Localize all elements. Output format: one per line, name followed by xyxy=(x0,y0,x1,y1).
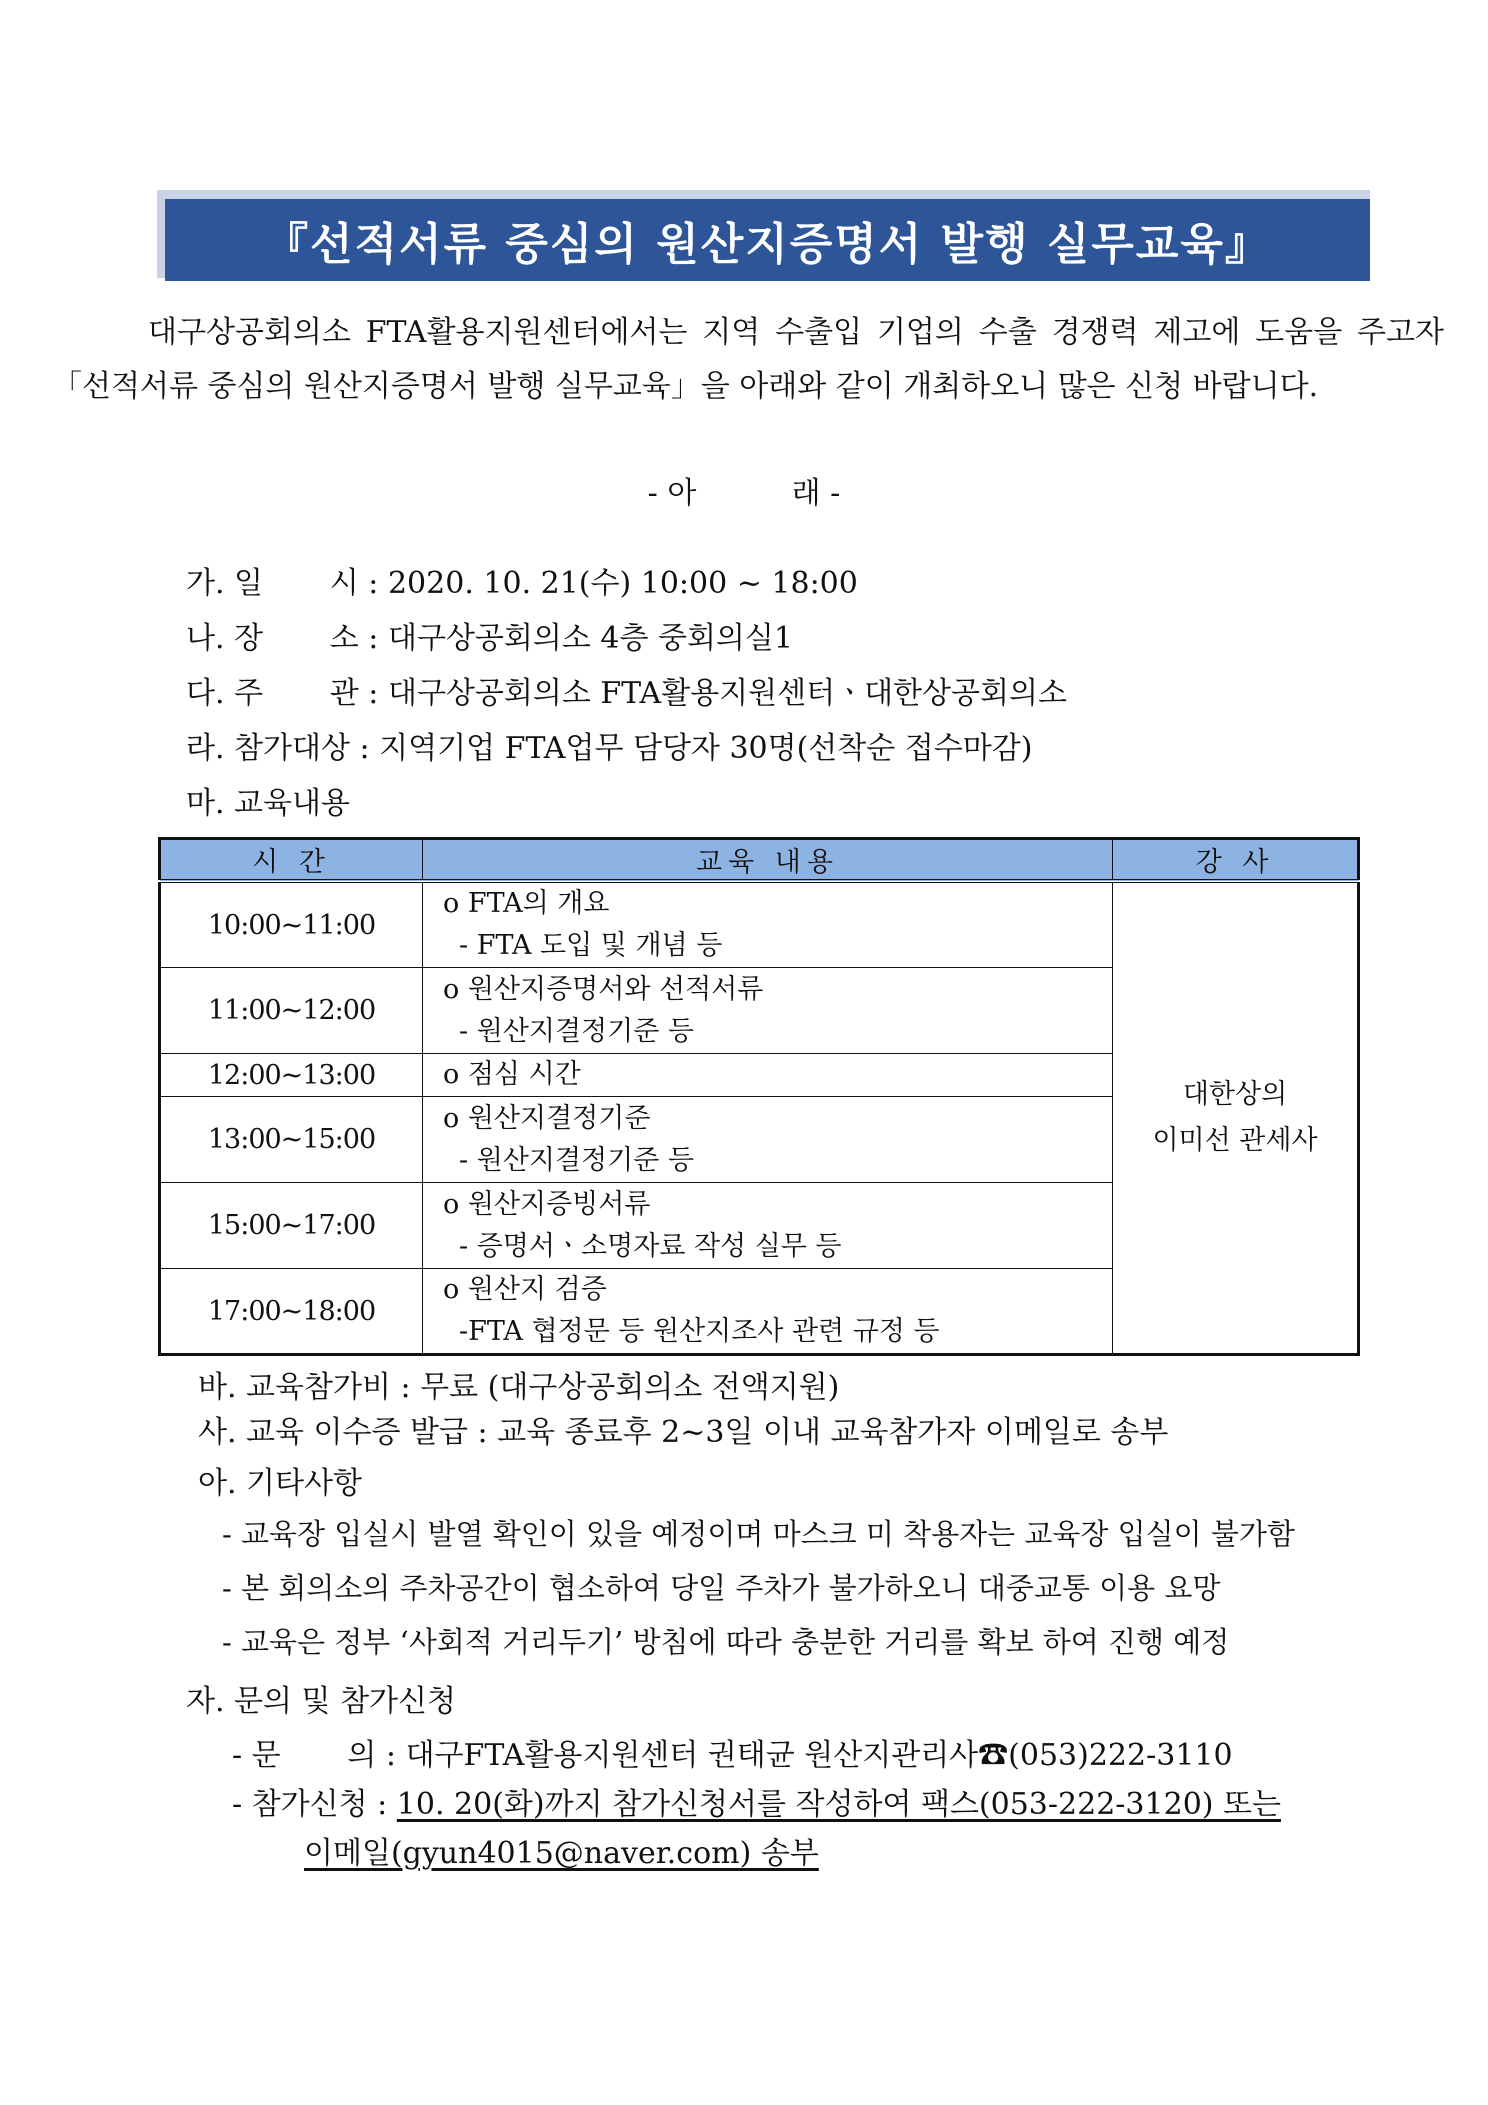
detail-date xyxy=(186,558,858,602)
detail-date-value: 2020. 10. 21(수) 10:00 ~ 18:00 xyxy=(387,566,858,601)
content-cell xyxy=(423,1097,1113,1183)
content-main: o 원산지증명서와 선적서류 xyxy=(443,973,764,1005)
content-sub: - 원산지결정기준 등 xyxy=(459,1144,694,1176)
content-main: o 원산지증빙서류 xyxy=(443,1188,651,1220)
detail-place xyxy=(186,613,793,657)
content-cell xyxy=(423,1269,1113,1355)
content-cell xyxy=(423,881,1113,968)
inquiry-value: 대구FTA활용지원센터 권태균 원산지관리사☎(053)222-3110 xyxy=(405,1738,1233,1773)
content-cell xyxy=(423,1054,1113,1097)
detail-place-label: 나. 장 소 : xyxy=(186,621,379,656)
lecturer-cell xyxy=(1113,881,1359,1355)
detail-content-label: 마. 교육내용 xyxy=(186,786,350,821)
detail-target xyxy=(186,723,1032,767)
inquiry-line xyxy=(232,1730,1233,1774)
notice-heading: - 아 래 - xyxy=(647,476,841,511)
time-cell: 17:00~18:00 xyxy=(160,1269,423,1355)
apply-label: - 참가신청 : xyxy=(232,1787,388,1822)
contact-heading: 자. 문의 및 참가신청 xyxy=(186,1684,456,1719)
content-main: o 점심 시간 xyxy=(443,1059,581,1090)
lecturer-name: 이미선 관세사 xyxy=(1152,1125,1318,1156)
content-main: o 원산지결정기준 xyxy=(443,1102,651,1134)
table-header-row xyxy=(160,839,1359,882)
detail-place-value: 대구상공회의소 4층 중회의실1 xyxy=(387,621,793,656)
document-title-text: 『선적서류 중심의 원산지증명서 발행 실무교육』 xyxy=(264,219,1271,270)
table-row xyxy=(160,881,1359,968)
detail-target-label: 라. 참가대상 : xyxy=(186,731,370,766)
header-time: 시 간 xyxy=(160,839,423,882)
content-sub: -FTA 협정문 등 원산지조사 관련 규정 등 xyxy=(459,1316,940,1347)
content-sub: - 증명서ㆍ소명자료 작성 실무 등 xyxy=(459,1230,842,1262)
time-cell: 12:00~13:00 xyxy=(160,1054,423,1097)
intro-paragraph: 대구상공회의소 FTA활용지원센터에서는 지역 수출입 기업의 수출 경쟁력 제고에 도움을 주고자 「선적서류 중심의 원산지증명서 발행 실무교육」을 아래와 같이 개최하오니 많은 신청 바랍니다. xyxy=(52,315,1444,404)
detail-target-value: 지역기업 FTA업무 담당자 30명(선착순 접수마감) xyxy=(379,731,1033,766)
content-cell xyxy=(423,968,1113,1054)
apply-line xyxy=(232,1779,1281,1823)
certificate-line: 사. 교육 이수증 발급 : 교육 종료후 2~3일 이내 교육참가자 이메일로 송부 xyxy=(198,1415,1169,1450)
header-content: 교육 내용 xyxy=(423,839,1113,882)
time-cell: 15:00~17:00 xyxy=(160,1183,423,1269)
inquiry-label: - 문 의 : xyxy=(232,1738,397,1773)
other-item: - 교육장 입실시 발열 확인이 있을 예정이며 마스크 미 착용자는 교육장 입실이 불가함 xyxy=(222,1517,1295,1551)
detail-host-label: 다. 주 관 : xyxy=(186,676,379,711)
other-heading: 아. 기타사항 xyxy=(198,1466,362,1501)
content-sub: - FTA 도입 및 개념 등 xyxy=(459,930,723,961)
schedule-table xyxy=(158,837,1360,1356)
detail-host xyxy=(186,668,1067,712)
time-cell: 11:00~12:00 xyxy=(160,968,423,1054)
time-cell: 10:00~11:00 xyxy=(160,881,423,968)
fee-line: 바. 교육참가비 : 무료 (대구상공회의소 전액지원) xyxy=(198,1370,840,1405)
content-cell xyxy=(423,1183,1113,1269)
other-item: - 교육은 정부 ‘사회적 거리두기’ 방침에 따라 충분한 거리를 확보 하여 진행 예정 xyxy=(222,1625,1230,1659)
content-main: o 원산지 검증 xyxy=(443,1274,607,1305)
time-cell: 13:00~15:00 xyxy=(160,1097,423,1183)
apply-value-line1: 10. 20(화)까지 참가신청서를 작성하여 팩스(053-222-3120) 또는 xyxy=(396,1787,1281,1822)
detail-content xyxy=(186,778,350,822)
content-main: o FTA의 개요 xyxy=(443,888,610,919)
apply-value-line2: 이메일(gyun4015@naver.com) 송부 xyxy=(304,1836,819,1871)
document-title xyxy=(165,199,1370,281)
other-item: - 본 회의소의 주차공간이 협소하여 당일 주차가 불가하오니 대중교통 이용 요망 xyxy=(222,1571,1221,1605)
content-sub: - 원산지결정기준 등 xyxy=(459,1015,694,1047)
detail-date-label: 가. 일 시 : xyxy=(186,566,379,601)
lecturer-org: 대한상의 xyxy=(1182,1079,1288,1110)
detail-host-value: 대구상공회의소 FTA활용지원센터ㆍ대한상공회의소 xyxy=(387,676,1067,711)
header-lecturer: 강 사 xyxy=(1113,839,1359,882)
